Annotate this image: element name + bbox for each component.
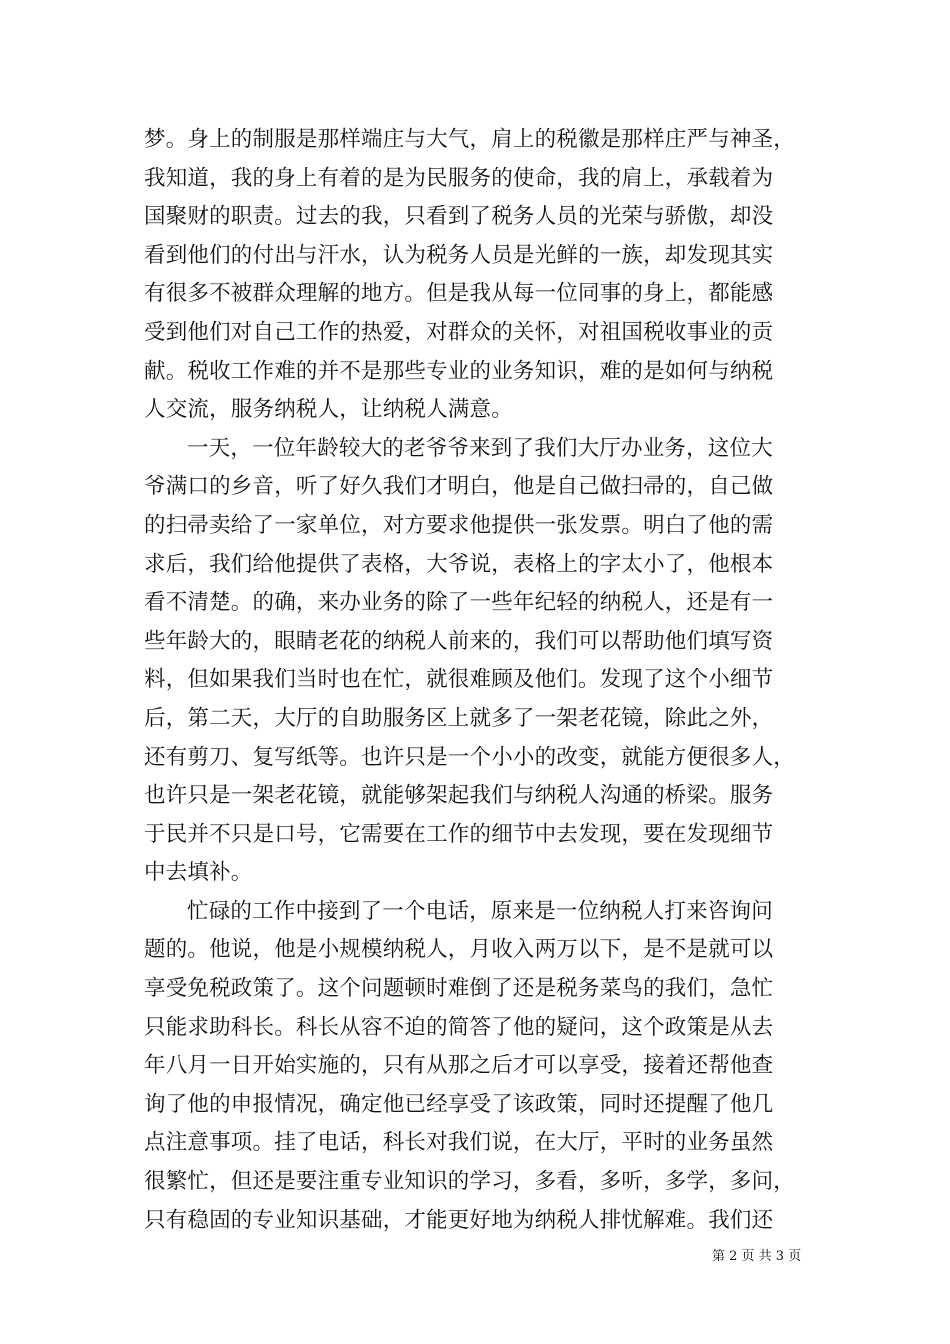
text-line: 很繁忙，但还是要注重专业知识的学习，多看，多听，多学，多问，	[144, 1169, 796, 1195]
text-line: 只有稳固的专业知识基础，才能更好地为纳税人排忧解难。我们还	[144, 1207, 774, 1233]
text-line: 还有剪刀、复写纸等。也许只是一个小小的改变，就能方便很多人，	[144, 744, 796, 770]
paragraph-3	[144, 893, 806, 1240]
text-line: 享受免税政策了。这个问题顿时难倒了还是税务菜鸟的我们，急忙	[144, 976, 774, 1002]
text-line: 我知道，我的身上有着的是为民服务的使命，我的肩上，承载着为	[144, 165, 774, 191]
text-line: 些年龄大的，眼睛老花的纳税人前来的，我们可以帮助他们填写资	[144, 628, 774, 654]
text-line: 后，第二天，大厅的自助服务区上就多了一架老花镜，除此之外，	[144, 705, 774, 731]
text-line: 爷满口的乡音，听了好久我们才明白，他是自己做扫帚的，自己做	[144, 474, 774, 500]
body-text	[144, 121, 806, 1240]
text-line: 点注意事项。挂了电话，科长对我们说，在大厅，平时的业务虽然	[144, 1130, 774, 1156]
text-line: 受到他们对自己工作的热爱，对群众的关怀，对祖国税收事业的贡	[144, 319, 774, 345]
text-line: 求后，我们给他提供了表格，大爷说，表格上的字太小了，他根本	[144, 551, 774, 577]
text-line: 看不清楚。的确，来办业务的除了一些年纪轻的纳税人，还是有一	[144, 590, 774, 616]
text-line-indented: 忙碌的工作中接到了一个电话，原来是一位纳税人打来咨询问	[187, 898, 773, 924]
text-line: 中去填补。	[144, 860, 253, 886]
text-line-indented: 一天，一位年龄较大的老爷爷来到了我们大厅办业务，这位大	[187, 435, 773, 461]
text-line: 题的。他说，他是小规模纳税人，月收入两万以下，是不是就可以	[144, 937, 774, 963]
paragraph-2	[144, 430, 806, 893]
text-line: 料，但如果我们当时也在忙，就很难顾及他们。发现了这个小细节	[144, 667, 774, 693]
text-line: 年八月一日开始实施的，只有从那之后才可以享受，接着还帮他查	[144, 1053, 774, 1079]
text-line: 询了他的申报情况，确定他已经享受了该政策，同时还提醒了他几	[144, 1091, 774, 1117]
paragraph-1	[144, 121, 806, 430]
page-number-footer: 第 2 页 共 3 页	[712, 1249, 802, 1264]
text-line: 有很多不被群众理解的地方。但是我从每一位同事的身上，都能感	[144, 281, 774, 307]
text-line: 于民并不只是口号，它需要在工作的细节中去发现，要在发现细节	[144, 821, 774, 847]
text-line: 梦。身上的制服是那样端庄与大气，肩上的税徽是那样庄严与神圣，	[144, 127, 796, 152]
text-line: 的扫帚卖给了一家单位，对方要求他提供一张发票。明白了他的需	[144, 512, 774, 538]
text-line: 国聚财的职责。过去的我，只看到了税务人员的光荣与骄傲，却没	[144, 204, 774, 230]
text-line: 看到他们的付出与汗水，认为税务人员是光鲜的一族，却发现其实	[144, 242, 774, 268]
text-line: 也许只是一架老花镜，就能够架起我们与纳税人沟通的桥梁。服务	[144, 783, 774, 809]
text-line: 人交流，服务纳税人，让纳税人满意。	[144, 397, 513, 423]
text-line: 只能求助科长。科长从容不迫的简答了他的疑问，这个政策是从去	[144, 1014, 774, 1040]
text-line: 献。税收工作难的并不是那些专业的业务知识，难的是如何与纳税	[144, 358, 774, 384]
